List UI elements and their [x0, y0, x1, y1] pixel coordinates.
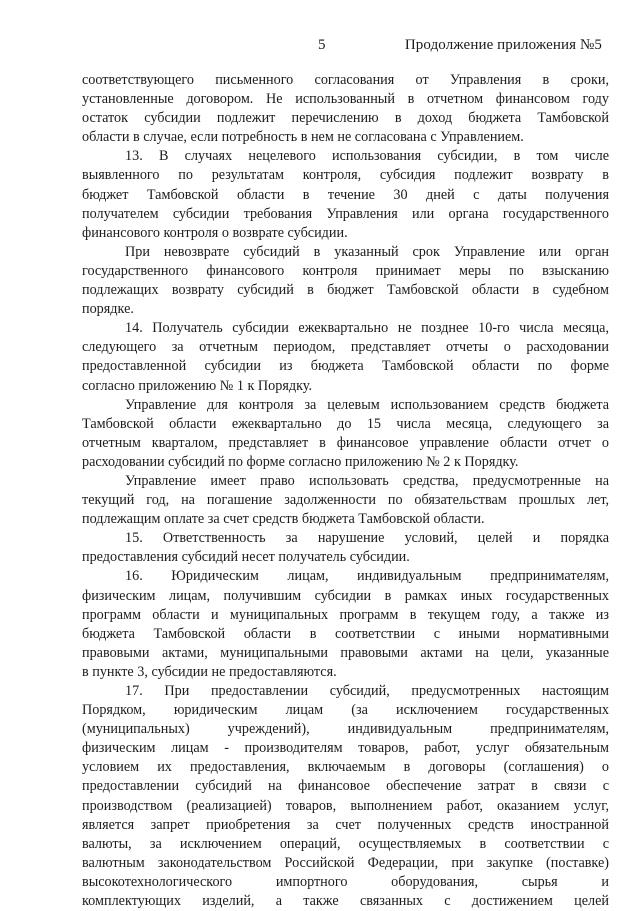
paragraph-line: расходовании субсидий по форме согласно приложению № 2 к Порядку.	[82, 453, 519, 470]
paragraph-line: получателем субсидии требования Управления или органа государственного	[82, 205, 609, 222]
paragraph-line: государственного финансового контроля принимает меры по взысканию	[82, 262, 609, 279]
paragraph-line: Управление имеет право использовать средства, предусмотренные на	[125, 472, 609, 489]
paragraph-line: 13. В случаях нецелевого использования субсидии, в том числе	[125, 148, 609, 165]
paragraph-line: области в случае, если потребность в нем не согласована с Управлением.	[82, 129, 524, 146]
document-body	[82, 71, 609, 911]
paragraph-line: программ области и муниципальных программ в текущем году, а также из	[82, 606, 609, 623]
paragraph	[82, 243, 609, 319]
paragraph-line: бюджета Тамбовской области в соответствии с иными нормативными	[82, 625, 609, 642]
paragraph-line: подлежащим оплате за счет средств бюджета Тамбовской области.	[82, 511, 485, 528]
paragraph-line: предоставлении субсидий на финансовое обеспечение затрат в связи с	[82, 778, 609, 795]
paragraph-line: (муниципальных) учреждений), индивидуальным предпринимателям,	[82, 721, 609, 738]
paragraph-line: предоставления субсидий несет получатель субсидии.	[82, 549, 410, 566]
paragraph-line: отчетным кварталом, представляет в финансовое управление области отчет о	[82, 434, 609, 451]
paragraph-line: производством (реализацией) товаров, выполнением работ, оказанием услуг,	[82, 797, 609, 814]
paragraph-line: остаток субсидии подлежит перечислению в доход бюджета Тамбовской	[82, 110, 609, 127]
paragraph-line: текущий год, на погашение задолженности по обязательствам прошлых лет,	[82, 492, 609, 509]
paragraph-line: 17. При предоставлении субсидий, предусмотренных настоящим	[125, 683, 609, 699]
paragraph-line: правовыми актами, муниципальными правовыми актами на цели, указанные	[82, 644, 609, 661]
appendix-continuation-label: Продолжение приложения №5	[404, 37, 602, 53]
paragraph-line: 15. Ответственность за нарушение условий, целей и порядка	[125, 530, 609, 547]
paragraph-line: является запрет приобретения за счет полученных средств иностранной	[82, 816, 609, 833]
paragraph	[82, 472, 609, 529]
paragraph-line: 14. Получатель субсидии ежеквартально не позднее 10-го числа месяца,	[125, 320, 609, 337]
paragraph	[82, 567, 609, 682]
paragraph-line: финансового контроля о возврате субсидии.	[82, 224, 348, 241]
paragraph-line: При невозврате субсидий в указанный срок Управление или орган	[125, 243, 609, 260]
paragraph	[82, 147, 609, 242]
paragraph	[82, 396, 609, 472]
paragraph-line: 16. Юридическим лицам, индивидуальным предпринимателям,	[125, 568, 609, 585]
paragraph-line: в пункте 3, субсидии не предоставляются.	[82, 663, 337, 680]
paragraph-line: установленные договором. Не использованный в отчетном финансовом году	[82, 91, 609, 108]
paragraph-line: высокотехнологического импортного оборудования, сырья и	[82, 873, 609, 890]
paragraph-line: предоставленной субсидии из бюджета Тамбовской области по форме	[82, 358, 609, 375]
paragraph-line: выявленного по результатам контроля, субсидия подлежит возврату в	[82, 167, 609, 184]
paragraph-line: подлежащих возврату субсидий в бюджет Тамбовской области в судебном	[82, 282, 609, 299]
paragraph-line: бюджет Тамбовской области в течение 30 дней с даты получения	[82, 186, 609, 203]
paragraph-line: согласно приложению № 1 к Порядку.	[82, 377, 312, 394]
paragraph-line: условием их предоставления, включаемым в договоры (соглашения) о	[82, 759, 609, 776]
paragraph	[82, 71, 609, 147]
paragraph-line: Управление для контроля за целевым использованием средств бюджета	[125, 396, 609, 413]
paragraph	[82, 319, 609, 395]
paragraph-line: валютным законодательством Российской Федерации, при закупке (поставке)	[82, 854, 609, 871]
paragraph-line: Тамбовской области ежеквартально до 15 числа месяца, следующего за	[82, 415, 609, 432]
paragraph	[82, 682, 609, 911]
paragraph-line: физическим лицам - производителям товаров, работ, услуг обязательным	[82, 740, 609, 757]
paragraph-line: физическим лицам, получившим субсидии в рамках иных государственных	[82, 587, 609, 604]
paragraph-line: Порядком, юридическим лицам (за исключением государственных	[82, 702, 609, 719]
paragraph-line: валюты, за исключением операций, осуществляемых в соответствии с	[82, 835, 609, 852]
paragraph-line: комплектующих изделий, а также связанных с достижением целей	[82, 893, 609, 910]
page-number: 5	[318, 37, 326, 53]
paragraph-line: порядке.	[82, 301, 134, 318]
paragraph	[82, 529, 609, 567]
paragraph-line: соответствующего письменного согласования от Управления в сроки,	[82, 72, 609, 88]
paragraph-line: следующего за отчетным периодом, представляет отчеты о расходовании	[82, 339, 609, 356]
page-header	[0, 36, 640, 56]
